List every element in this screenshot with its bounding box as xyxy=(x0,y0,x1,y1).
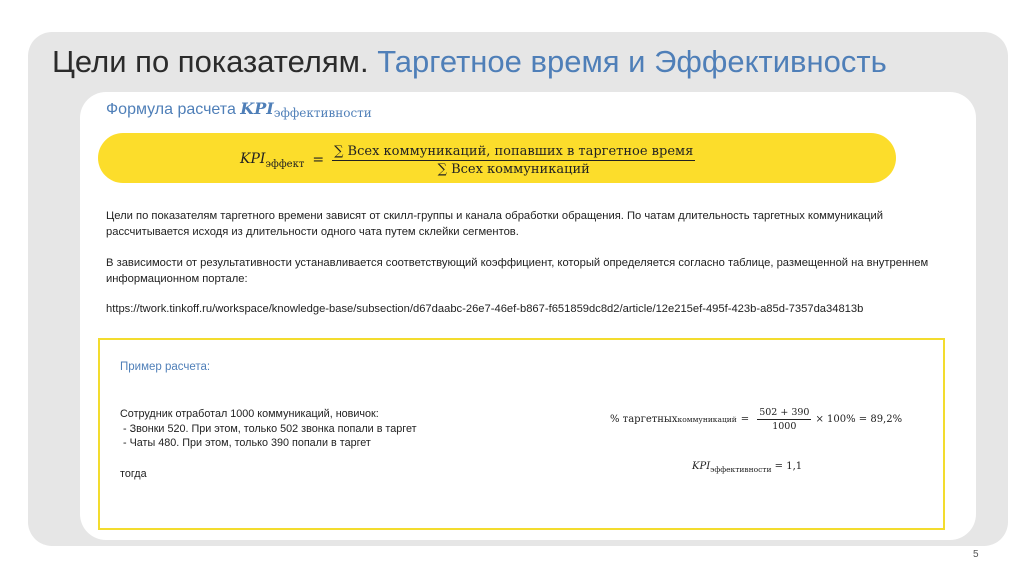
formula-heading-kpi: KPI xyxy=(240,99,274,118)
calc1-lhs: % таргетных xyxy=(610,413,678,425)
calc2-result: = 1,1 xyxy=(774,461,803,472)
formula-fraction xyxy=(332,144,695,177)
calc1-fraction xyxy=(757,407,811,432)
calc1-result: × 100% = 89,2% xyxy=(815,413,903,425)
description-paragraph-1: Цели по показателям таргетного времени зависят от скилл-группы и канала обработки обращения. По чатам длительность таргетных коммуникаций рассчитывается исходя из длительности одного чата путем склейки сегментов. xyxy=(106,210,883,238)
formula-numerator: ∑ Всех коммуникаций, попавших в таргетное время xyxy=(334,143,694,159)
formula-heading-text: Формула расчета xyxy=(106,101,236,118)
formula-denominator: ∑ Всех коммуникаций xyxy=(437,161,590,177)
formula-equals: = xyxy=(312,152,325,168)
formula-heading-kpi-sub: эффективности xyxy=(273,106,372,120)
example-line-3: - Чаты 480. При этом, только 390 попали в таргет xyxy=(120,437,371,449)
knowledge-base-link[interactable]: https://twork.tinkoff.ru/workspace/knowledge-base/subsection/d67daabc-26e7-46ef-b867-f651859dc8d2/article/12e215ef-495f-423b-a85d-7357da34813b xyxy=(106,303,864,315)
formula-lhs-sub: эффект xyxy=(265,158,305,170)
example-line-4: тогда xyxy=(120,467,147,480)
calc2-lhs: KPI xyxy=(692,461,711,472)
example-line-2: - Звонки 520. При этом, только 502 звонка попали в таргет xyxy=(120,422,417,435)
calc1-denominator: 1000 xyxy=(772,420,797,432)
example-spacer xyxy=(120,451,417,467)
slide-title xyxy=(52,44,887,80)
calc1-numerator: 502 + 390 xyxy=(759,406,810,418)
slide-title-accent: Таргетное время и Эффективность xyxy=(377,44,887,79)
description-paragraph-2: В зависимости от результативности устанавливается соответствующий коэффициент, который определяется согласно таблице, размещенной на внутреннем информационном портале: xyxy=(106,257,929,285)
kpi-result-calculation xyxy=(692,461,802,474)
kpi-formula xyxy=(240,140,695,180)
page-number: 5 xyxy=(973,549,979,560)
example-text xyxy=(120,407,417,481)
formula-lhs-kpi: KPI xyxy=(240,150,266,167)
example-label: Пример расчета: xyxy=(120,361,211,373)
calc2-sub: эффективности xyxy=(710,465,772,474)
calc1-sub: коммуникаций xyxy=(677,414,737,424)
target-percent-calculation xyxy=(610,404,902,434)
formula-lhs xyxy=(240,151,304,170)
formula-heading xyxy=(106,99,372,120)
slide-title-main: Цели по показателям. xyxy=(52,44,369,79)
calc1-equals: = xyxy=(740,413,750,425)
example-line-1: Сотрудник отработал 1000 коммуникаций, новичок: xyxy=(120,408,379,420)
